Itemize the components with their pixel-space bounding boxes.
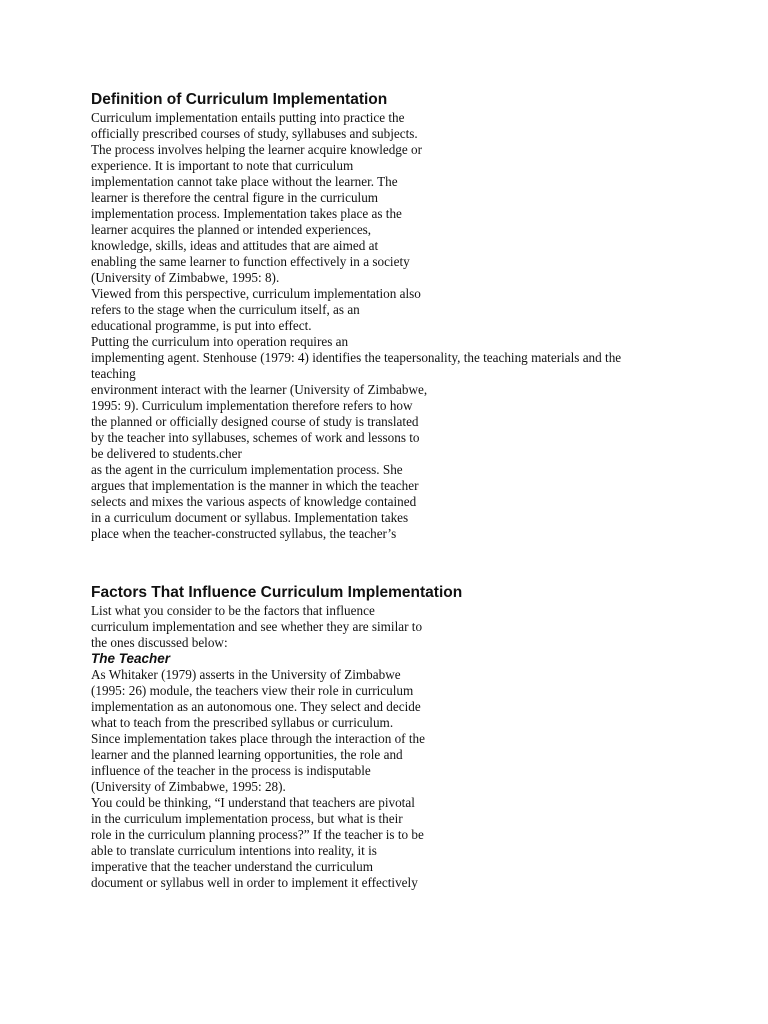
text-line: enabling the same learner to function effectively in a society xyxy=(91,254,410,269)
text-line: influence of the teacher in the process is indisputable xyxy=(91,763,371,778)
text-line: List what you consider to be the factors that influence xyxy=(91,603,375,618)
text-line: knowledge, skills, ideas and attitudes that are aimed at xyxy=(91,238,379,253)
text-line: implementing agent. Stenhouse (1979: 4) identifies the teapersonality, the teaching materials and the xyxy=(91,350,622,365)
text-line: role in the curriculum planning process?” If the teacher is to be xyxy=(91,827,424,842)
section-intro-factors xyxy=(91,603,661,651)
text-line: 1995: 9). Curriculum implementation therefore refers to how xyxy=(91,398,413,413)
text-line: in a curriculum document or syllabus. Implementation takes xyxy=(91,510,409,525)
text-line: place when the teacher-constructed syllabus, the teacher’s xyxy=(91,526,397,541)
text-line: (University of Zimbabwe, 1995: 8). xyxy=(91,270,280,285)
text-line: educational programme, is put into effect. xyxy=(91,318,312,333)
text-line: You could be thinking, “I understand that teachers are pivotal xyxy=(91,795,415,810)
text-line: (1995: 26) module, the teachers view their role in curriculum xyxy=(91,683,414,698)
text-line: curriculum implementation and see whether they are similar to xyxy=(91,619,423,634)
text-line: be delivered to students.cher xyxy=(91,446,242,461)
text-line: (University of Zimbabwe, 1995: 28). xyxy=(91,779,286,794)
section-body-definition xyxy=(91,110,661,542)
text-line: implementation cannot take place without the learner. The xyxy=(91,174,398,189)
text-line: teaching xyxy=(91,366,136,381)
text-line: implementation process. Implementation takes place as the xyxy=(91,206,402,221)
text-line: Since implementation takes place through the interaction of the xyxy=(91,731,425,746)
text-line: selects and mixes the various aspects of knowledge contained xyxy=(91,494,417,509)
text-line: Putting the curriculum into operation requires an xyxy=(91,334,349,349)
text-line: document or syllabus well in order to implement it effectively xyxy=(91,875,418,890)
document-page xyxy=(91,90,661,891)
section-body-teacher xyxy=(91,667,661,891)
text-line: implementation as an autonomous one. They select and decide xyxy=(91,699,421,714)
section-spacer xyxy=(91,542,661,583)
subheading-the-teacher: The Teacher xyxy=(91,651,171,666)
text-line: what to teach from the prescribed syllabus or curriculum. xyxy=(91,715,394,730)
text-line: refers to the stage when the curriculum itself, as an xyxy=(91,302,360,317)
text-line: learner and the planned learning opportunities, the role and xyxy=(91,747,403,762)
text-line: experience. It is important to note that curriculum xyxy=(91,158,354,173)
text-line: The process involves helping the learner acquire knowledge or xyxy=(91,142,423,157)
text-line: argues that implementation is the manner in which the teacher xyxy=(91,478,419,493)
text-line: in the curriculum implementation process, but what is their xyxy=(91,811,403,826)
text-line: As Whitaker (1979) asserts in the University of Zimbabwe xyxy=(91,667,401,682)
text-line: officially prescribed courses of study, syllabuses and subjects. xyxy=(91,126,418,141)
text-line: Curriculum implementation entails putting into practice the xyxy=(91,110,405,125)
text-line: by the teacher into syllabuses, schemes of work and lessons to xyxy=(91,430,420,445)
text-line: the ones discussed below: xyxy=(91,635,228,650)
text-line: learner acquires the planned or intended experiences, xyxy=(91,222,372,237)
text-line: Viewed from this perspective, curriculum implementation also xyxy=(91,286,421,301)
text-line: the planned or officially designed course of study is translated xyxy=(91,414,419,429)
text-line: as the agent in the curriculum implementation process. She xyxy=(91,462,403,477)
text-line: environment interact with the learner (University of Zimbabwe, xyxy=(91,382,428,397)
section-heading-definition: Definition of Curriculum Implementation xyxy=(91,91,388,108)
text-line: able to translate curriculum intentions into reality, it is xyxy=(91,843,377,858)
text-line: imperative that the teacher understand the curriculum xyxy=(91,859,373,874)
text-line: learner is therefore the central figure in the curriculum xyxy=(91,190,379,205)
section-heading-factors: Factors That Influence Curriculum Implementation xyxy=(91,584,463,601)
